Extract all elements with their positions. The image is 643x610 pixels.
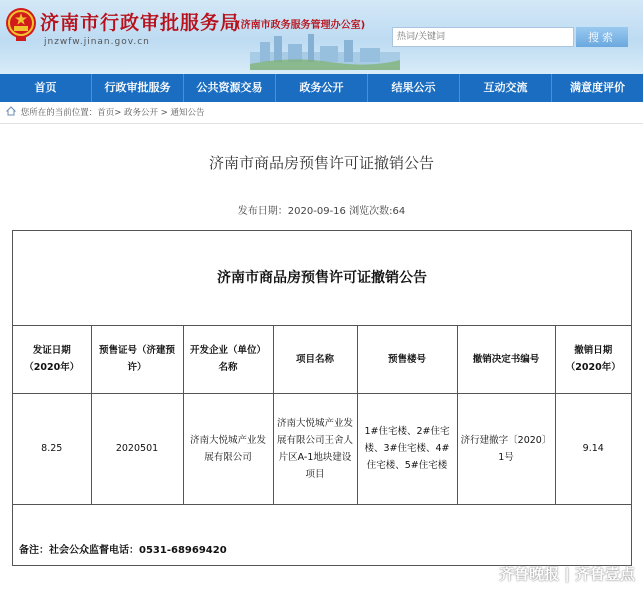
site-subtitle: (济南市政务服务管理办公室) <box>236 20 366 31</box>
breadcrumb <box>0 102 643 124</box>
search-input[interactable] <box>392 27 574 47</box>
column-header: 撤销决定书编号 <box>457 326 555 393</box>
nav-item-admin-approval[interactable]: 行政审批服务 <box>92 74 184 102</box>
site-header <box>0 0 643 74</box>
table-cell-developer: 济南大悦城产业发展有限公司 <box>183 393 273 504</box>
column-header: 发证日期（2020年） <box>13 326 91 393</box>
nav-item-home[interactable]: 首页 <box>0 74 92 102</box>
home-icon <box>6 106 16 116</box>
table-cell-project: 济南大悦城产业发展有限公司王舍人片区A-1地块建设项目 <box>273 393 357 504</box>
table-cell-issue-date: 8.25 <box>13 393 91 504</box>
column-header: 预售证号（济建预许） <box>91 326 183 393</box>
nav-item-interaction[interactable]: 互动交流 <box>460 74 552 102</box>
revocation-table <box>13 326 631 505</box>
table-cell-buildings: 1#住宅楼、2#住宅楼、3#住宅楼、4#住宅楼、5#住宅楼 <box>357 393 457 504</box>
table-cell-decision-number: 济行建撤字〔2020〕1号 <box>457 393 555 504</box>
search-button[interactable]: 搜索 <box>576 27 628 47</box>
main-nav <box>0 74 643 102</box>
breadcrumb-text[interactable]: 您所在的当前位置：首页> 政务公开 > 通知公告 <box>20 108 205 118</box>
column-header: 撤销日期（2020年） <box>555 326 631 393</box>
nav-item-results[interactable]: 结果公示 <box>368 74 460 102</box>
column-header: 预售楼号 <box>357 326 457 393</box>
notice-table-title: 济南市商品房预售许可证撤销公告 <box>13 231 631 326</box>
table-cell-permit-number: 2020501 <box>91 393 183 504</box>
table-cell-revoke-date: 9.14 <box>555 393 631 504</box>
page-title: 济南市商品房预售许可证撤销公告 <box>208 154 434 172</box>
column-header: 项目名称 <box>273 326 357 393</box>
source-watermark: 齐鲁晚报 | 齐鲁壹点 <box>499 565 635 583</box>
column-header: 开发企业（单位）名称 <box>183 326 273 393</box>
city-skyline-image <box>250 30 400 70</box>
nav-item-public-resources[interactable]: 公共资源交易 <box>184 74 276 102</box>
site-url: jnzwfw.jinan.gov.cn <box>44 37 150 47</box>
table-header-row <box>13 326 631 393</box>
supervision-note: 备注：社会公众监督电话：0531-68969420 <box>19 545 227 556</box>
notice-table <box>12 230 632 566</box>
table-row <box>13 393 631 504</box>
site-title: 济南市行政审批服务局 <box>40 12 241 34</box>
publish-meta: 发布日期：2020-09-16 浏览次数:64 <box>237 206 406 217</box>
nav-item-satisfaction[interactable]: 满意度评价 <box>570 81 625 94</box>
nav-item-gov-affairs[interactable]: 政务公开 <box>276 74 368 102</box>
national-emblem-icon <box>4 6 38 42</box>
